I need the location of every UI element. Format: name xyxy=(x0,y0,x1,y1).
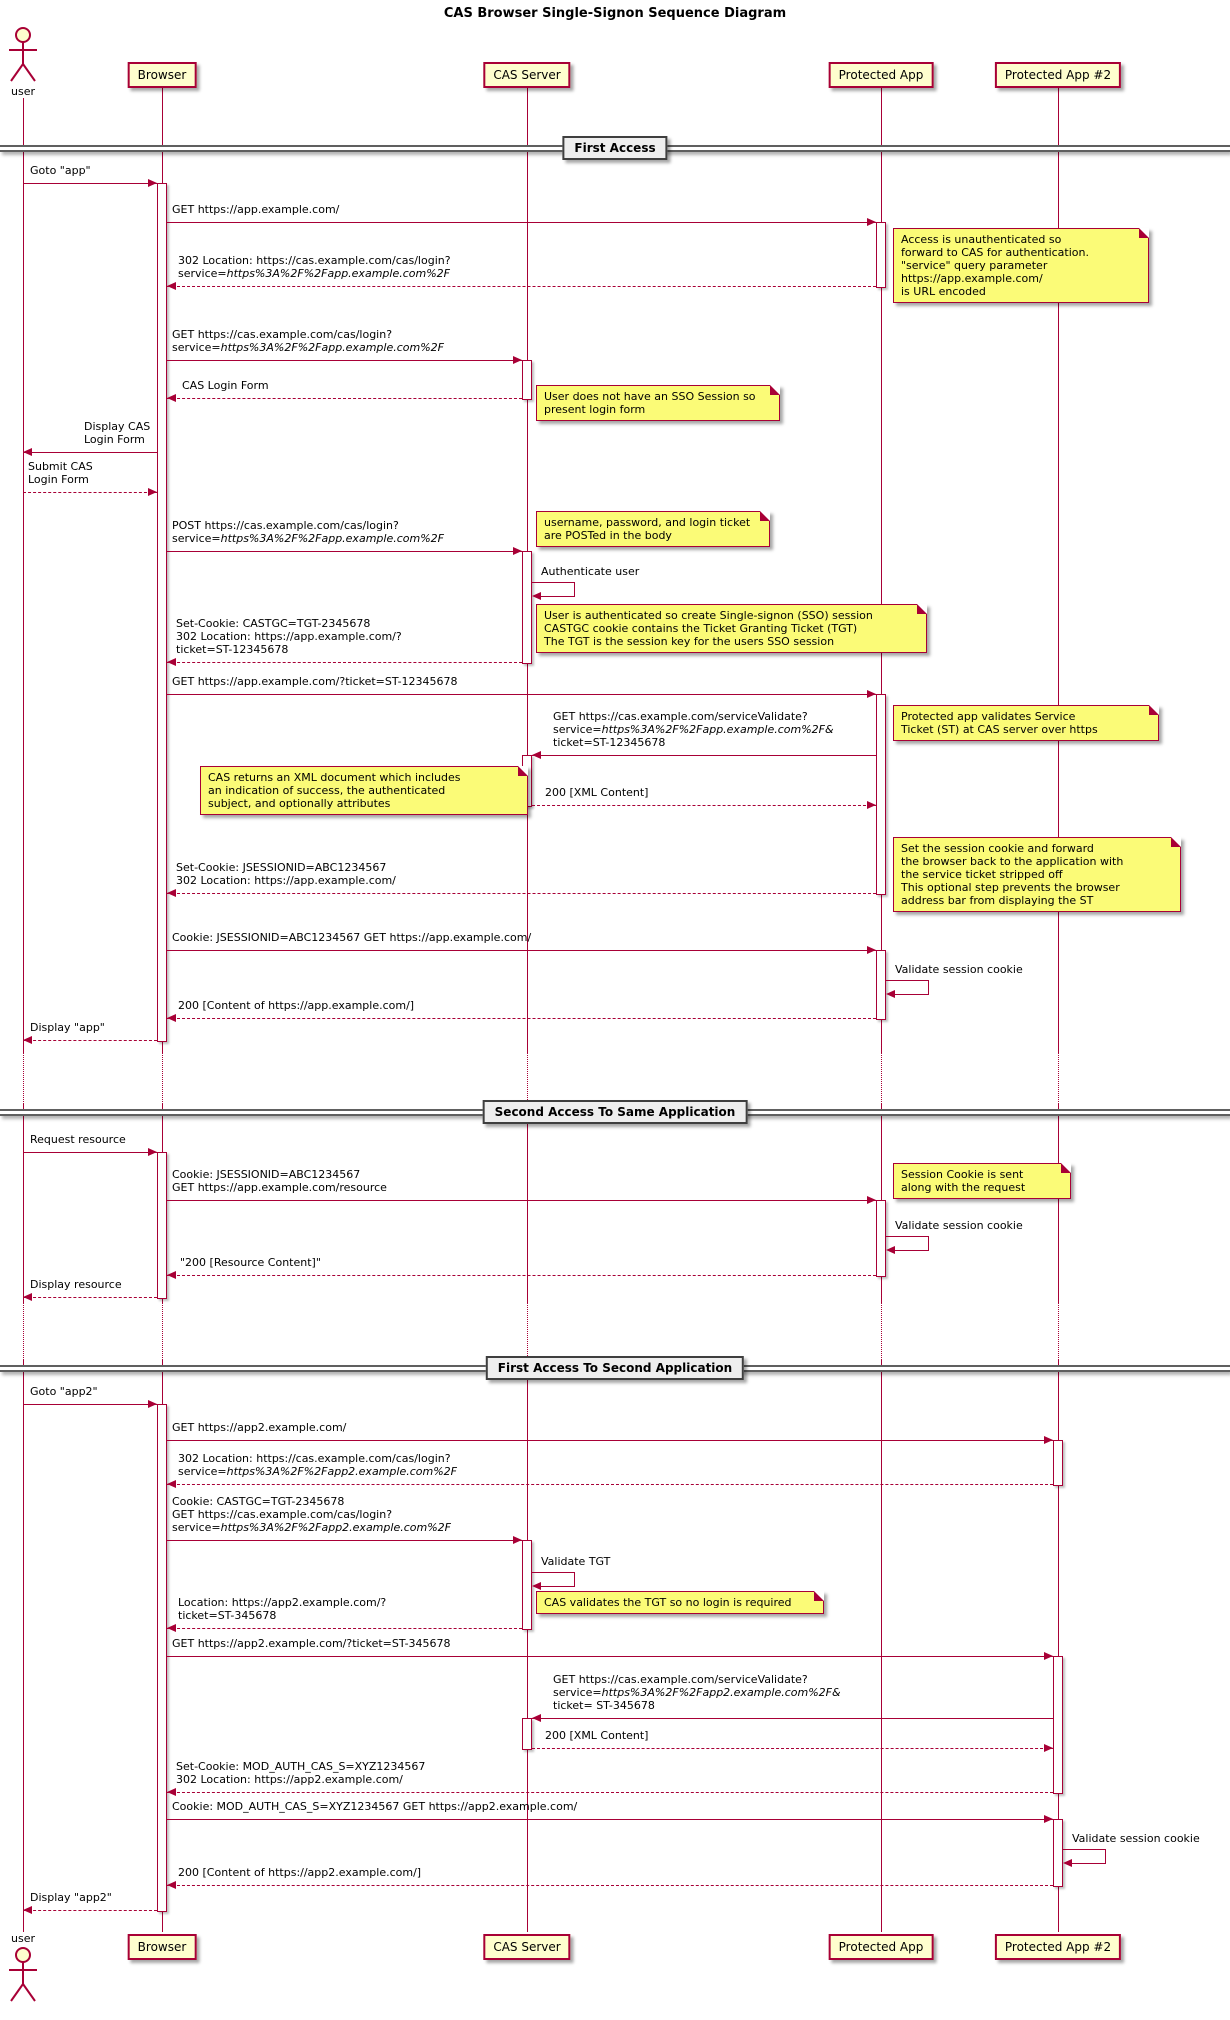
arrowhead-icon xyxy=(167,1014,176,1022)
message-label: Request resource xyxy=(30,1133,126,1146)
message-arrow xyxy=(167,1540,522,1541)
activation-bar xyxy=(157,1404,167,1912)
message-arrow xyxy=(167,893,876,894)
arrowhead-icon xyxy=(867,1196,876,1204)
lifeline-cas xyxy=(527,1052,528,1104)
lifeline-user xyxy=(23,1104,24,1302)
participant-box-app2: Protected App #2 xyxy=(995,62,1121,88)
lifeline-app xyxy=(881,1302,882,1360)
message-label: Goto "app2" xyxy=(30,1385,98,1398)
lifeline-app xyxy=(881,1052,882,1104)
arrowhead-icon xyxy=(867,946,876,954)
message-label: 200 [Content of https://app.example.com/] xyxy=(178,999,415,1012)
participant-box-app: Protected App xyxy=(829,62,934,88)
message-label: Cookie: JSESSIONID=ABC1234567 GET https://app.example.com/resource xyxy=(172,1168,387,1194)
message-arrow xyxy=(167,1275,876,1276)
arrowhead-icon xyxy=(167,1624,176,1632)
message-arrow xyxy=(167,1484,1053,1485)
activation-bar xyxy=(876,694,886,895)
message-label: GET https://app2.example.com/?ticket=ST-345678 xyxy=(172,1637,451,1650)
lifeline-user xyxy=(23,1052,24,1104)
arrowhead-icon xyxy=(867,801,876,809)
message-label: GET https://app.example.com/?ticket=ST-12345678 xyxy=(172,675,458,688)
arrowhead-icon xyxy=(167,889,176,897)
arrowhead-icon xyxy=(867,690,876,698)
message-label: Cookie: JSESSIONID=ABC1234567 GET https://app.example.com/ xyxy=(172,931,532,944)
arrowhead-icon xyxy=(167,1788,176,1796)
arrowhead-icon xyxy=(532,1582,541,1590)
message-label: Goto "app" xyxy=(30,164,91,177)
arrowhead-icon xyxy=(513,356,522,364)
arrowhead-icon xyxy=(1063,1859,1072,1867)
arrowhead-icon xyxy=(513,547,522,555)
participant-box-app: Protected App xyxy=(829,1934,934,1960)
arrowhead-icon xyxy=(167,1881,176,1889)
activation-bar xyxy=(522,360,532,400)
message-arrow xyxy=(167,1018,876,1019)
participant-box-app2: Protected App #2 xyxy=(995,1934,1121,1960)
activation-bar xyxy=(876,222,886,288)
message-arrow xyxy=(167,1200,876,1201)
message-arrow xyxy=(167,1819,1053,1820)
message-label: Display "app2" xyxy=(30,1891,112,1904)
activation-bar xyxy=(1053,1440,1063,1486)
note: username, password, and login ticket are POSTed in the body xyxy=(536,511,770,547)
self-message-arrow xyxy=(894,1250,929,1251)
message-arrow xyxy=(167,286,876,287)
self-message-arrow xyxy=(1105,1849,1106,1863)
message-arrow xyxy=(167,1885,1053,1886)
message-arrow xyxy=(23,1297,157,1298)
arrowhead-icon xyxy=(886,990,895,998)
message-arrow xyxy=(167,551,522,552)
activation-bar xyxy=(876,950,886,1020)
arrowhead-icon xyxy=(1044,1744,1053,1752)
message-arrow xyxy=(167,1792,1053,1793)
message-label: 302 Location: https://cas.example.com/cas/login? service=https%3A%2F%2Fapp.example.com%2F xyxy=(178,254,451,280)
lifeline-cas xyxy=(527,1302,528,1360)
arrowhead-icon xyxy=(167,658,176,666)
message-arrow xyxy=(23,1040,157,1041)
self-message-arrow xyxy=(928,1236,929,1250)
section-divider-label: Second Access To Same Application xyxy=(483,1100,748,1124)
message-arrow xyxy=(167,360,522,361)
message-label: Set-Cookie: JSESSIONID=ABC1234567 302 Location: https://app.example.com/ xyxy=(176,861,396,887)
lifeline-user xyxy=(23,1302,24,1360)
arrowhead-icon xyxy=(1044,1652,1053,1660)
user-actor-icon xyxy=(0,26,46,84)
message-arrow xyxy=(167,1656,1053,1657)
message-label: Cookie: MOD_AUTH_CAS_S=XYZ1234567 GET https://app2.example.com/ xyxy=(172,1800,578,1813)
message-arrow xyxy=(167,398,522,399)
arrowhead-icon xyxy=(532,592,541,600)
arrowhead-icon xyxy=(532,751,541,759)
participant-box-cas: CAS Server xyxy=(483,62,570,88)
message-label: POST https://cas.example.com/cas/login? service=https%3A%2F%2Fapp.example.com%2F xyxy=(172,519,444,545)
activation-bar xyxy=(522,1540,532,1630)
arrowhead-icon xyxy=(23,448,32,456)
participant-box-browser: Browser xyxy=(128,1934,197,1960)
lifeline-browser xyxy=(162,1052,163,1104)
message-label: CAS Login Form xyxy=(182,379,269,392)
message-arrow xyxy=(167,1628,522,1629)
self-message-arrow xyxy=(574,582,575,596)
message-arrow xyxy=(532,1718,1053,1719)
arrowhead-icon xyxy=(23,1906,32,1914)
message-label: Submit CAS Login Form xyxy=(28,460,93,486)
message-label: Set-Cookie: MOD_AUTH_CAS_S=XYZ1234567 302 Location: https://app2.example.com/ xyxy=(176,1760,426,1786)
self-message-arrow xyxy=(928,980,929,994)
lifeline-app2 xyxy=(1058,1104,1059,1302)
activation-bar xyxy=(876,1200,886,1277)
activation-bar xyxy=(522,1718,532,1750)
self-message-arrow xyxy=(540,1586,575,1587)
self-message-arrow xyxy=(532,582,574,583)
lifeline-app xyxy=(881,1360,882,1932)
message-arrow xyxy=(532,805,876,806)
message-arrow xyxy=(167,950,876,951)
message-label: Set-Cookie: CASTGC=TGT-2345678 302 Location: https://app.example.com/? ticket=ST-12345678 xyxy=(176,617,402,656)
self-message-label: Validate TGT xyxy=(541,1555,611,1568)
arrowhead-icon xyxy=(167,1271,176,1279)
lifeline-cas xyxy=(527,1360,528,1932)
arrowhead-icon xyxy=(148,179,157,187)
user-actor-label: user xyxy=(11,1932,35,1945)
arrowhead-icon xyxy=(1044,1815,1053,1823)
participant-box-browser: Browser xyxy=(128,62,197,88)
self-message-label: Authenticate user xyxy=(541,565,640,578)
arrowhead-icon xyxy=(167,1480,176,1488)
note: Protected app validates Service Ticket (ST) at CAS server over https xyxy=(893,705,1159,741)
user-actor-label: user xyxy=(11,85,35,98)
arrowhead-icon xyxy=(148,1400,157,1408)
message-arrow xyxy=(167,222,876,223)
message-arrow xyxy=(23,1910,157,1911)
message-label: GET https://app.example.com/ xyxy=(172,203,340,216)
lifeline-browser xyxy=(162,1302,163,1360)
message-label: GET https://cas.example.com/cas/login? service=https%3A%2F%2Fapp.example.com%2F xyxy=(172,328,444,354)
activation-bar xyxy=(1053,1656,1063,1794)
message-arrow xyxy=(23,492,157,493)
activation-bar xyxy=(157,183,167,1042)
message-label: GET https://cas.example.com/serviceValidate? service=https%3A%2F%2Fapp.example.com%2F& ticket=ST-12345678 xyxy=(553,710,834,749)
self-message-arrow xyxy=(532,1572,574,1573)
message-label: GET https://app2.example.com/ xyxy=(172,1421,347,1434)
self-message-arrow xyxy=(886,980,928,981)
section-divider-label: First Access To Second Application xyxy=(486,1356,744,1380)
message-label: GET https://cas.example.com/serviceValidate? service=https%3A%2F%2Fapp2.example.com%2F& ticket= ST-345678 xyxy=(553,1673,841,1712)
user-actor-icon xyxy=(0,1946,46,2004)
note: User is authenticated so create Single-signon (SSO) session CASTGC cookie contains the Ticket Granting Ticket (TGT) The TGT is the session key for the users SSO session xyxy=(536,604,927,653)
message-arrow xyxy=(23,1404,157,1405)
self-message-arrow xyxy=(894,994,929,995)
arrowhead-icon xyxy=(167,394,176,402)
self-message-arrow xyxy=(574,1572,575,1586)
message-label: 302 Location: https://cas.example.com/cas/login? service=https%3A%2F%2Fapp2.example.com%2F xyxy=(178,1452,457,1478)
message-label: Cookie: CASTGC=TGT-2345678 GET https://cas.example.com/cas/login? service=https%3A%2F%2Fapp2.example.com%2F xyxy=(172,1495,451,1534)
arrowhead-icon xyxy=(167,282,176,290)
message-label: Display resource xyxy=(30,1278,122,1291)
note: User does not have an SSO Session so present login form xyxy=(536,385,780,421)
message-arrow xyxy=(23,452,157,453)
diagram-title: CAS Browser Single-Signon Sequence Diagram xyxy=(443,6,787,21)
note: Access is unauthenticated so forward to CAS for authentication. "service" query parameter https://app.example.com/ is URL encoded xyxy=(893,228,1149,303)
message-arrow xyxy=(23,183,157,184)
arrowhead-icon xyxy=(1044,1436,1053,1444)
self-message-label: Validate session cookie xyxy=(895,963,1023,976)
note: CAS returns an XML document which includes an indication of success, the authenticated subject, and optionally attributes xyxy=(200,766,528,815)
message-arrow xyxy=(532,1748,1053,1749)
message-label: "200 [Resource Content]" xyxy=(180,1256,321,1269)
lifeline-user xyxy=(23,1360,24,1932)
activation-bar xyxy=(522,551,532,664)
arrowhead-icon xyxy=(23,1036,32,1044)
self-message-arrow xyxy=(1063,1849,1105,1850)
message-arrow xyxy=(23,1152,157,1153)
self-message-label: Validate session cookie xyxy=(1072,1832,1200,1845)
activation-bar xyxy=(157,1152,167,1299)
participant-box-cas: CAS Server xyxy=(483,1934,570,1960)
message-label: 200 [XML Content] xyxy=(545,1729,649,1742)
arrowhead-icon xyxy=(148,488,157,496)
message-label: Display CAS Login Form xyxy=(84,420,151,446)
note: Set the session cookie and forward the browser back to the application with the service ticket stripped off This optional step prevents the browser address bar from displaying the ST xyxy=(893,837,1181,912)
arrowhead-icon xyxy=(886,1246,895,1254)
message-arrow xyxy=(167,662,522,663)
lifeline-user xyxy=(23,98,24,1052)
activation-bar xyxy=(1053,1819,1063,1887)
self-message-arrow xyxy=(1071,1863,1106,1864)
message-label: 200 [Content of https://app2.example.com/] xyxy=(178,1866,422,1879)
message-arrow xyxy=(167,694,876,695)
arrowhead-icon xyxy=(532,1714,541,1722)
arrowhead-icon xyxy=(148,1148,157,1156)
lifeline-app2 xyxy=(1058,1052,1059,1104)
message-label: Display "app" xyxy=(30,1021,105,1034)
lifeline-app2 xyxy=(1058,1302,1059,1360)
note: CAS validates the TGT so no login is required xyxy=(536,1591,824,1614)
message-label: 200 [XML Content] xyxy=(545,786,649,799)
arrowhead-icon xyxy=(867,218,876,226)
self-message-arrow xyxy=(540,596,575,597)
note: Session Cookie is sent along with the request xyxy=(893,1163,1071,1199)
section-divider-label: First Access xyxy=(562,136,667,160)
self-message-label: Validate session cookie xyxy=(895,1219,1023,1232)
message-label: Location: https://app2.example.com/? ticket=ST-345678 xyxy=(178,1596,387,1622)
message-arrow xyxy=(532,755,876,756)
lifeline-cas xyxy=(527,1104,528,1302)
message-arrow xyxy=(167,1440,1053,1441)
self-message-arrow xyxy=(886,1236,928,1237)
arrowhead-icon xyxy=(513,1536,522,1544)
arrowhead-icon xyxy=(23,1293,32,1301)
